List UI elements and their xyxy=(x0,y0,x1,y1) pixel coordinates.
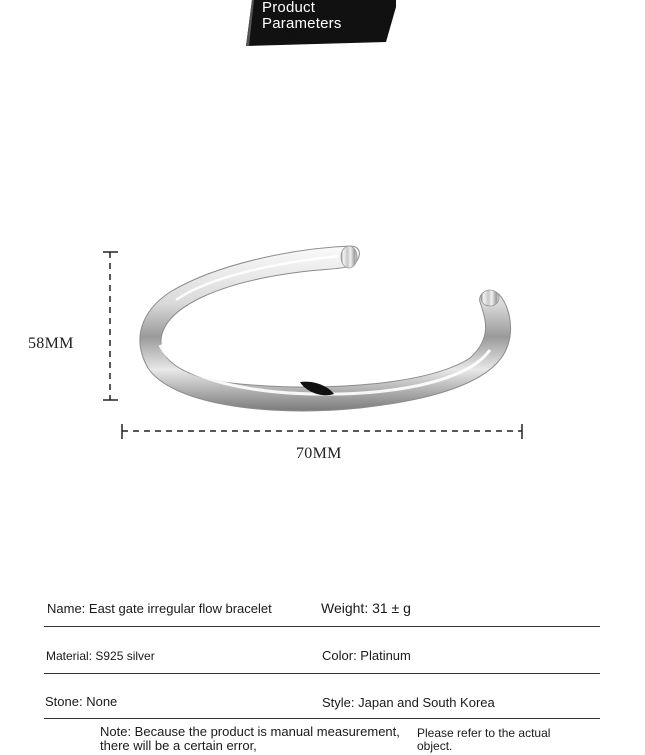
note-left: Note: Because the product is manual measurement, there will be a certain error, xyxy=(100,724,400,753)
bracelet-image xyxy=(140,246,511,411)
spec-style: Style: Japan and South Korea xyxy=(322,695,495,710)
header-title: Product Parameters xyxy=(262,0,342,32)
height-label: 58MM xyxy=(28,335,74,352)
divider xyxy=(44,626,600,627)
width-dimension-line xyxy=(122,424,522,439)
spec-name: Name: East gate irregular flow bracelet xyxy=(47,601,272,616)
width-label: 70MM xyxy=(296,445,342,462)
spec-stone: Stone: None xyxy=(45,694,118,709)
spec-weight: Weight: 31 ± g xyxy=(321,600,411,616)
spec-material: Material: S925 silver xyxy=(46,649,155,663)
divider xyxy=(44,718,600,719)
divider xyxy=(44,673,600,674)
spec-color: Color: Platinum xyxy=(322,648,411,663)
header-subtitle: PARAMETER xyxy=(274,34,333,44)
note-right: Please refer to the actual object. xyxy=(417,726,551,753)
height-dimension-line xyxy=(103,252,118,400)
